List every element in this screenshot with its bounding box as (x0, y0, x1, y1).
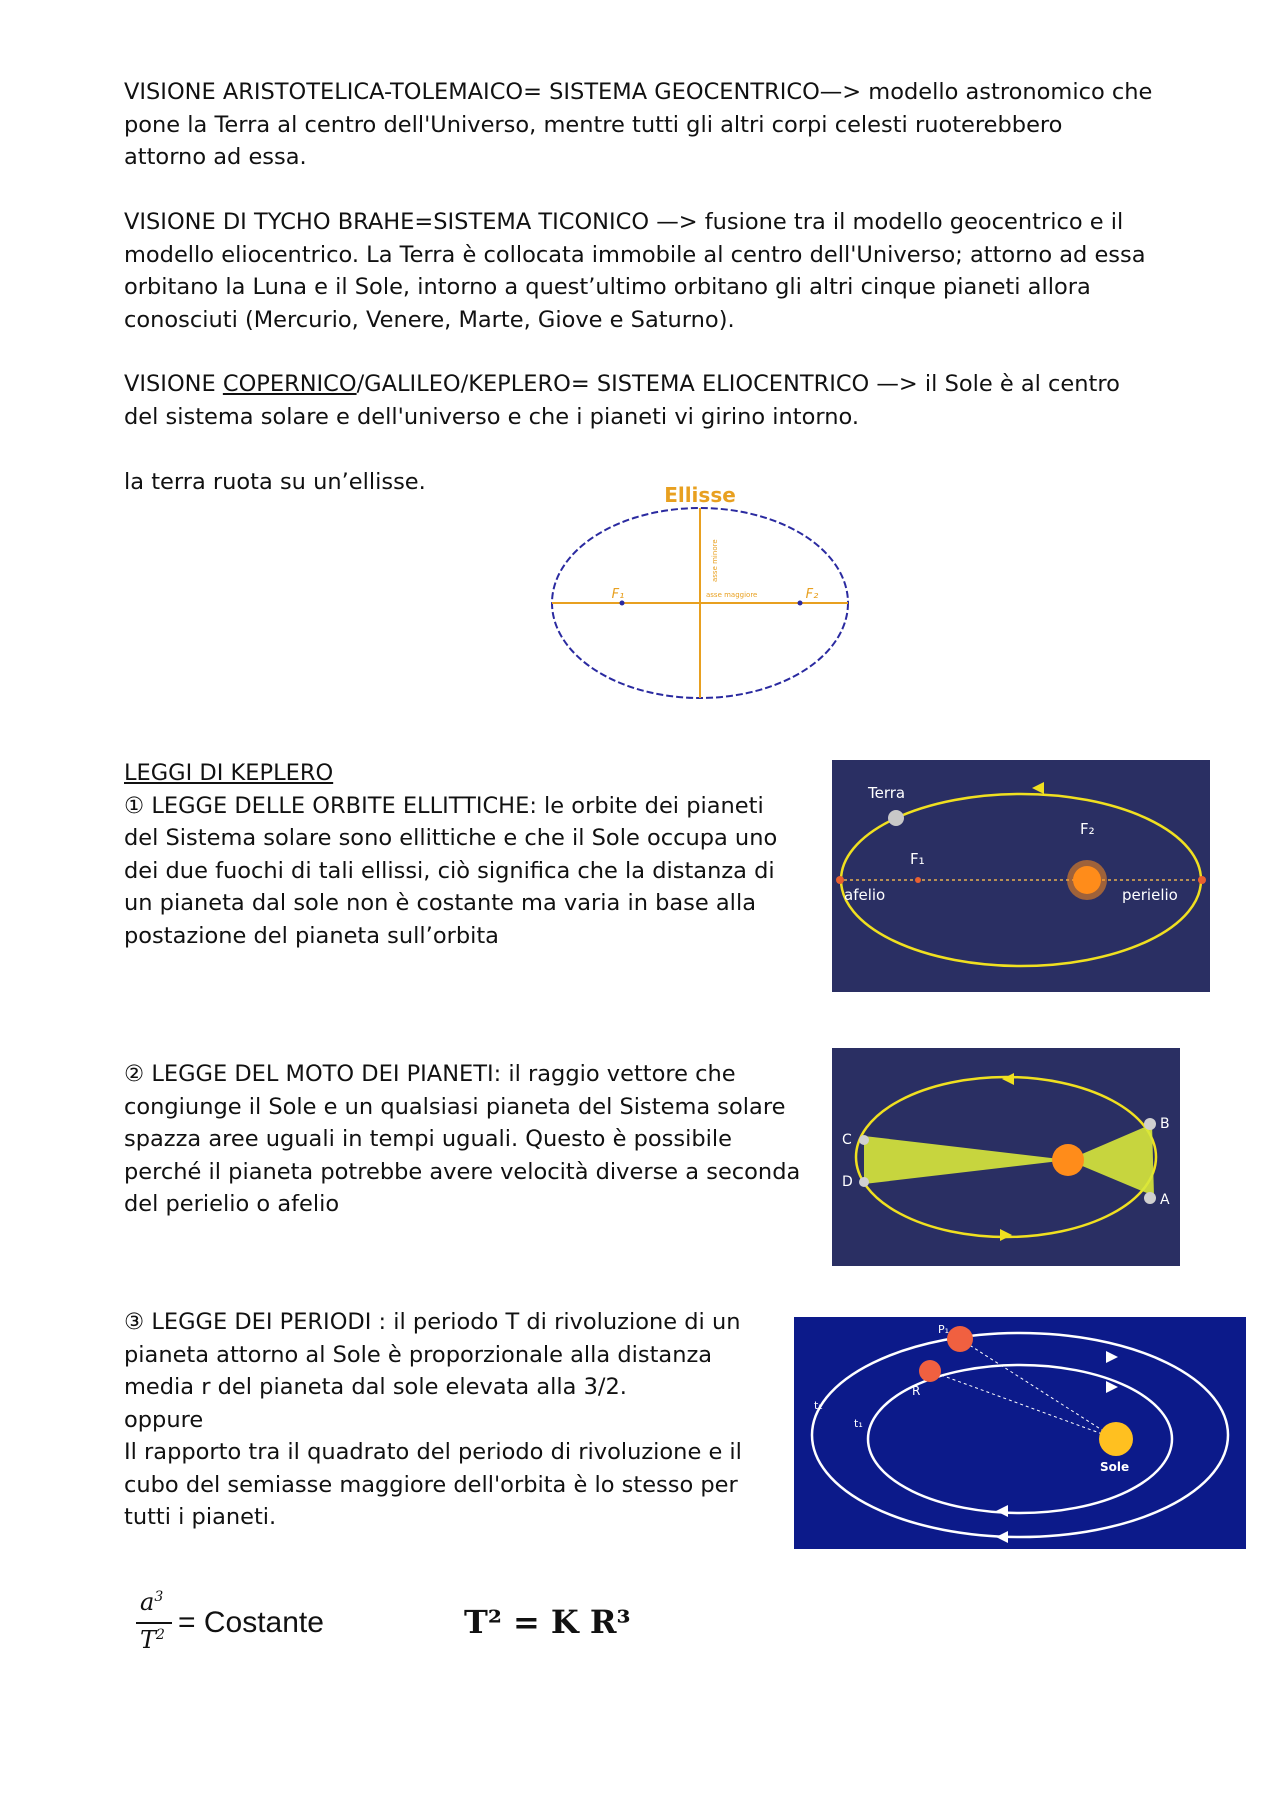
formula-ratio (136, 1588, 366, 1668)
kepler-law-1-block (124, 757, 777, 952)
text-line: un pianeta dal sole non è costante ma varia in base alla (124, 890, 756, 916)
sun-icon (1099, 1422, 1133, 1456)
text-line: VISIONE DI TYCHO BRAHE=SISTEMA TICONICO —> fusione tra il modello geocentrico e il (124, 209, 1124, 235)
planet-inner (919, 1360, 941, 1382)
text-line: pianeta attorno al Sole è proporzionale alla distanza (124, 1341, 713, 1368)
text-line: ② LEGGE DEL MOTO DEI PIANETI: il raggio vettore che (124, 1061, 736, 1087)
sun-label: Sole (1100, 1460, 1130, 1474)
text-line: spazza aree uguali in tempi uguali. Questo è possibile (124, 1126, 732, 1152)
aphelion-label: afelio (844, 886, 886, 904)
orbit-figure-law-2 (832, 1048, 1180, 1266)
text-line: dei due fuochi di tali ellissi, ciò significa che la distanza di (124, 857, 775, 884)
paragraph-geocentric (124, 76, 1152, 174)
ellipse-figure (520, 482, 880, 708)
text-line: pone la Terra al centro dell'Universo, mentre tutti gli altri corpi celesti ruoterebbero (124, 111, 1063, 138)
focus-2-label: F₂ (1080, 820, 1095, 838)
text-line: del perielio o afelio (124, 1191, 340, 1217)
text-line: media r del pianeta dal sole elevata alla 3/2. (124, 1374, 627, 1400)
text-line (124, 368, 1120, 401)
minor-axis-label: asse minore (711, 539, 719, 582)
text-line: congiunge il Sole e un qualsiasi pianeta del Sistema solare (124, 1093, 786, 1120)
planet-c-dot (859, 1135, 869, 1145)
text-line: oppure (124, 1406, 204, 1433)
text-line: perché il pianeta potrebbe avere velocità diverse a seconda (124, 1158, 801, 1185)
formula-kepler-third: T² = K R³ (464, 1603, 631, 1641)
focus-1-dot (915, 877, 921, 883)
planet-b-dot (1144, 1118, 1156, 1130)
text-line: modello eliocentrico. La Terra è collocata immobile al centro dell'Universo; attorno ad essa (124, 241, 1146, 268)
major-axis-label: asse maggiore (706, 591, 758, 599)
formula-numerator: a (140, 1588, 155, 1616)
kepler-heading: LEGGI DI KEPLERO (124, 760, 334, 786)
focus-1-label: F₁ (611, 587, 625, 602)
text-part: VISIONE (124, 371, 223, 397)
planet-outer (947, 1326, 973, 1352)
formula-denominator-exponent: 2 (156, 1627, 165, 1643)
label-c: C (842, 1132, 852, 1148)
text-line: ③ LEGGE DEI PERIODI : il periodo T di rivoluzione di un (124, 1309, 741, 1335)
text-line: Il rapporto tra il quadrato del periodo di rivoluzione e il (124, 1439, 742, 1465)
formula-rhs: = Costante (178, 1606, 324, 1639)
label-t1: t₁ (854, 1417, 863, 1430)
kepler-law-3-block (124, 1306, 742, 1534)
orbit-figure-law-3 (794, 1317, 1246, 1549)
text-line: tutti i pianeti. (124, 1504, 277, 1530)
label-b: B (1160, 1116, 1170, 1132)
orbit-figure-law-1 (832, 760, 1210, 992)
paragraph-heliocentric (124, 368, 1120, 433)
text-line: postazione del pianeta sull’orbita (124, 922, 499, 949)
paragraph-ellipse (124, 466, 426, 499)
formula-denominator: T (140, 1626, 157, 1654)
earth-label: Terra (868, 784, 906, 802)
fraction-bar (136, 1622, 172, 1624)
kepler-law-2-block (124, 1058, 800, 1221)
earth-icon (888, 810, 904, 826)
paragraph-tychonic (124, 206, 1146, 336)
underlined-word: COPERNICO (222, 371, 357, 397)
label-d: D (842, 1174, 853, 1190)
label-p1: P₁ (938, 1323, 950, 1336)
aphelion-dot (836, 876, 844, 884)
text-line: cubo del semiasse maggiore dell'orbita è lo stesso per (124, 1471, 738, 1498)
text-line: conosciuti (Mercurio, Venere, Marte, Giove e Saturno). (124, 306, 735, 333)
formula-numerator-exponent: 3 (154, 1589, 164, 1605)
text-line: orbitano la Luna e il Sole, intorno a quest’ultimo orbitano gli altri cinque pianeti allora (124, 274, 1091, 300)
focus-1-label: F₁ (910, 850, 925, 868)
text-part: /GALILEO/KEPLERO= SISTEMA ELIOCENTRICO —> il Sole è al centro (356, 371, 1120, 397)
text-line: del Sistema solare sono ellittiche e che il Sole occupa uno (124, 825, 778, 851)
sun-icon (1073, 866, 1101, 894)
perihelion-dot (1198, 876, 1206, 884)
text-line: del sistema solare e dell'universo e che i pianeti vi girino intorno. (124, 403, 859, 430)
label-a: A (1160, 1192, 1170, 1208)
sun-icon (1052, 1144, 1084, 1176)
label-t2: t₂ (814, 1399, 823, 1412)
text-line: ① LEGGE DELLE ORBITE ELLITTICHE: le orbite dei pianeti (124, 792, 764, 819)
perihelion-label: perielio (1122, 886, 1178, 904)
planet-a-dot (1144, 1192, 1156, 1204)
text-line: attorno ad essa. (124, 144, 307, 170)
text-line: VISIONE ARISTOTELICA-TOLEMAICO= SISTEMA GEOCENTRICO—> modello astronomico che (124, 79, 1153, 105)
text-line: la terra ruota su un’ellisse. (124, 469, 426, 495)
focus-2-dot (798, 601, 803, 606)
focus-2-label: F₂ (805, 587, 819, 602)
ellipse-title: Ellisse (664, 483, 736, 507)
planet-d-dot (859, 1177, 869, 1187)
label-r: R (912, 1384, 921, 1398)
